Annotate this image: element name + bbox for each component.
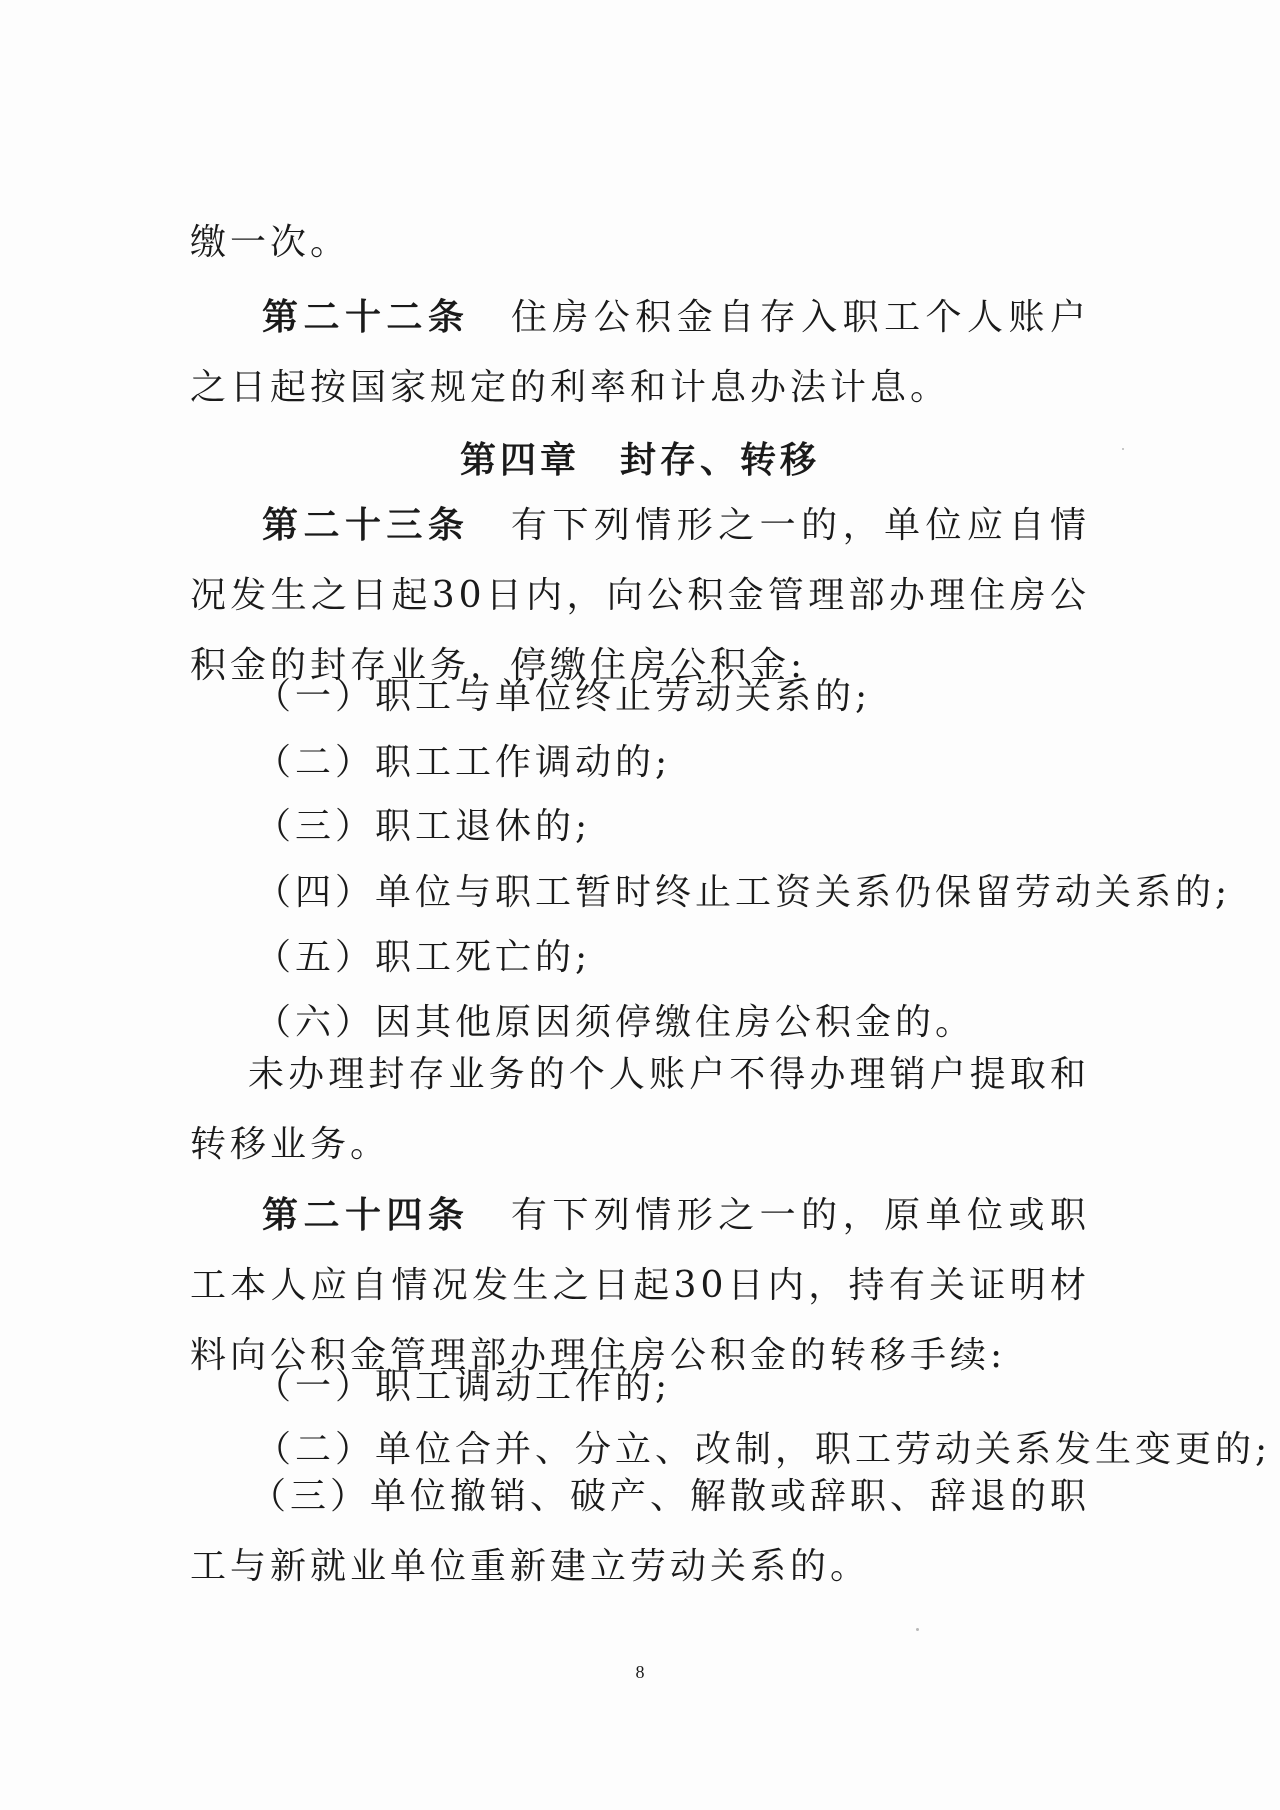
article-23-item: （二）职工工作调动的; bbox=[255, 742, 672, 783]
article-22 bbox=[190, 282, 1090, 423]
article-23-item: （六）因其他原因须停缴住房公积金的。 bbox=[255, 1002, 976, 1043]
article-23-note: 未办理封存业务的个人账户不得办理销户提取和转移业务。 bbox=[190, 1054, 1090, 1165]
scan-speck bbox=[916, 1628, 919, 1631]
article-24-title: 第二十四条 bbox=[262, 1194, 470, 1236]
scan-speck bbox=[1122, 448, 1124, 450]
article-24-item: （一）职工调动工作的; bbox=[255, 1366, 672, 1407]
paragraph-continuation: 缴一次。 bbox=[190, 222, 351, 263]
article-23-item: （五）职工死亡的; bbox=[255, 937, 592, 978]
article-23-item: （三）职工退休的; bbox=[255, 806, 592, 847]
article-22-text: 住房公积金自存入职工个人账户之日起按国家规定的利率和计息办法计息。 bbox=[190, 297, 1090, 408]
page-number: 8 bbox=[635, 1662, 645, 1682]
article-24-item: （三）单位撤销、破产、解散或辞职、辞退的职工与新就业单位重新建立劳动关系的。 bbox=[190, 1476, 1091, 1587]
article-23-title: 第二十三条 bbox=[262, 504, 470, 546]
article-23-text: 有下列情形之一的，单位应自情况发生之日起30日内，向公积金管理部办理住房公积金的封存业务，停缴住房公积金: bbox=[190, 505, 1090, 686]
chapter-heading: 第四章 封存、转移 bbox=[459, 439, 820, 481]
article-23-item: （一）职工与单位终止劳动关系的; bbox=[255, 676, 872, 717]
article-22-title: 第二十二条 bbox=[262, 296, 470, 338]
article-23-item: （四）单位与职工暂时终止工资关系仍保留劳动关系的; bbox=[255, 872, 1232, 913]
article-24-text: 有下列情形之一的，原单位或职工本人应自情况发生之日起30日内，持有关证明材料向公积金管理部办理住房公积金的转移手续: bbox=[190, 1195, 1090, 1376]
article-24-item: （二）单位合并、分立、改制，职工劳动关系发生变更的; bbox=[255, 1429, 1272, 1470]
